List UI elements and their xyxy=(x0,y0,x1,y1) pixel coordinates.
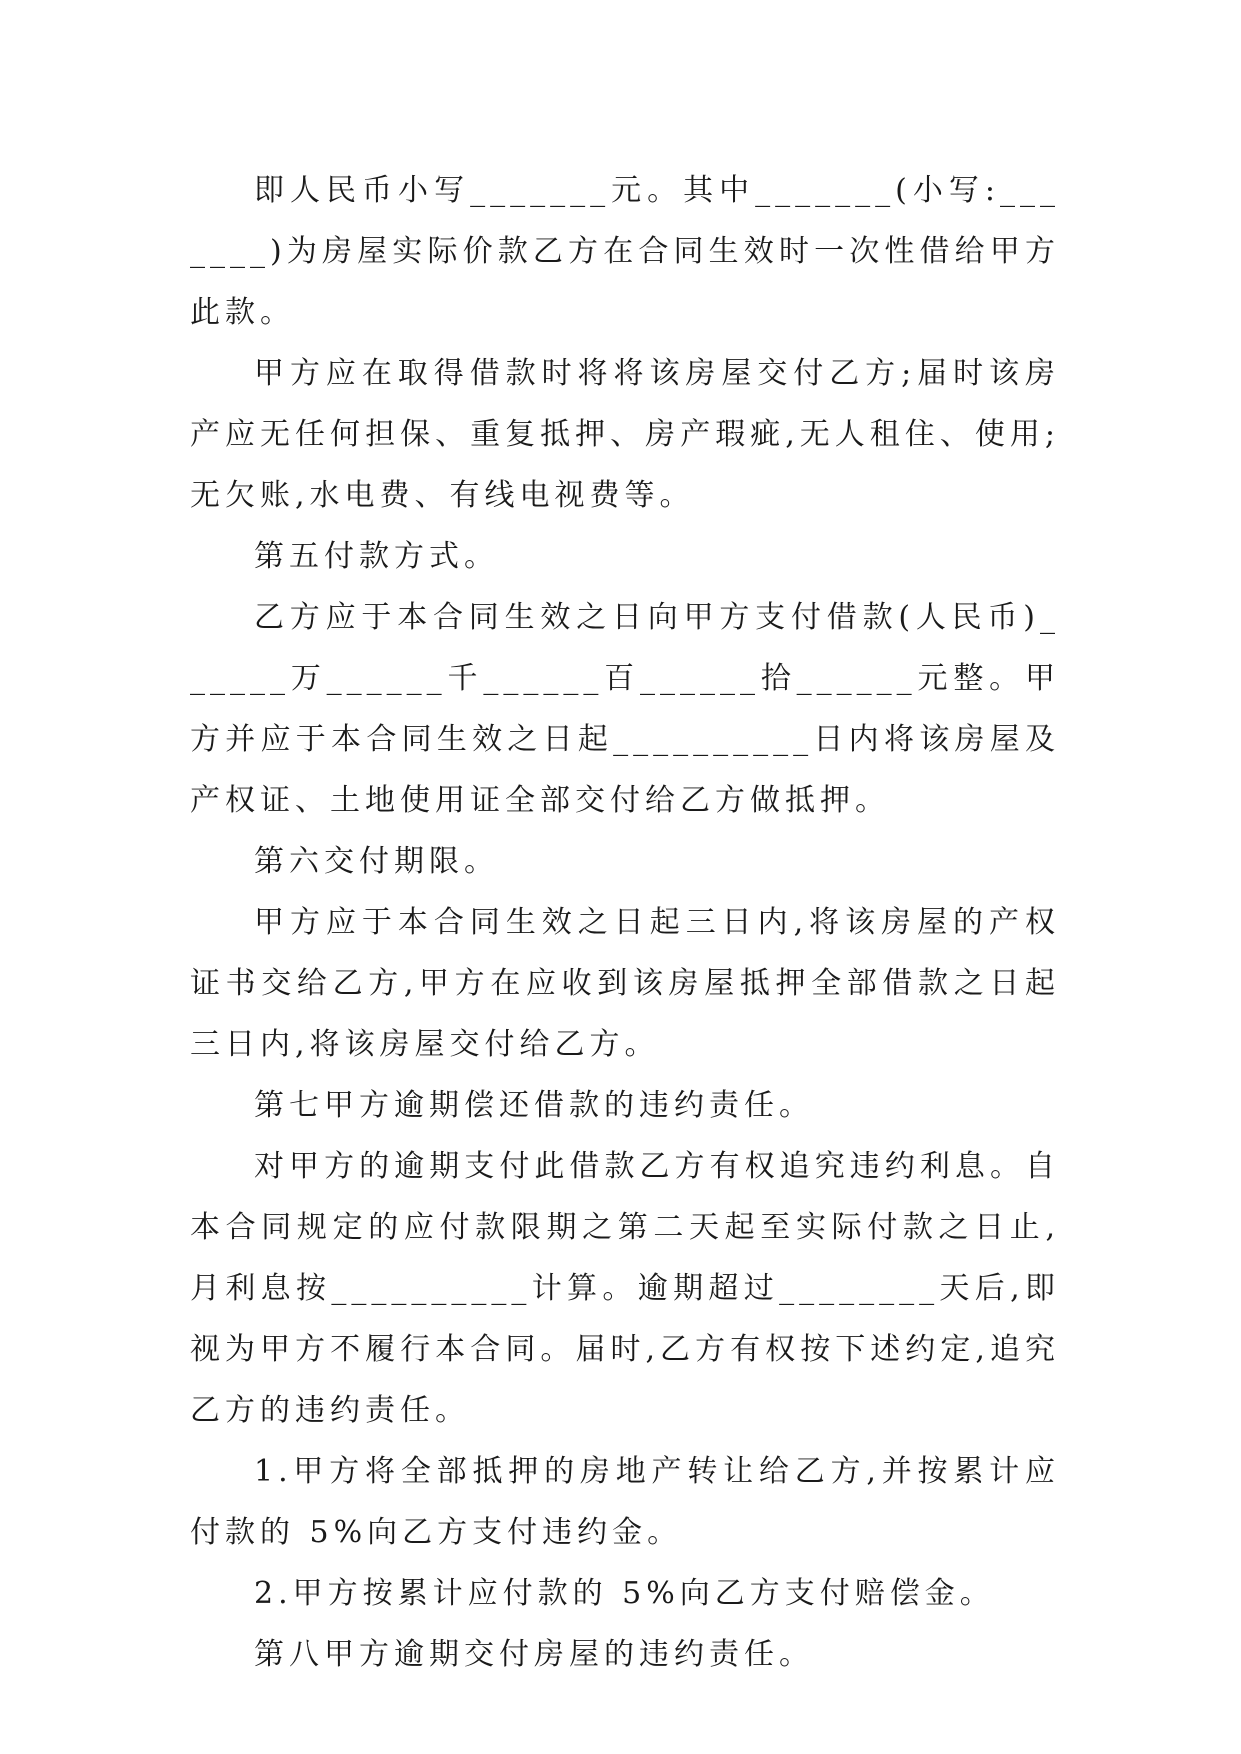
list-item-penalty-2: 2.甲方按累计应付款的 5%向乙方支付赔偿金。 xyxy=(254,1576,995,1611)
section-heading-late-repayment-liability: 第七甲方逾期偿还借款的违约责任。 xyxy=(254,1088,814,1123)
section-heading-late-delivery-liability: 第八甲方逾期交付房屋的违约责任。 xyxy=(254,1637,814,1672)
paragraph-payment-terms: 乙方应于本合同生效之日向甲方支付借款(人民币)______万______千______百______拾______元整。甲方并应于本合同生效之日起__________日内将该房屋及产权证、土地使用证全部交付给乙方做抵押。 xyxy=(190,600,1060,818)
paragraph-delivery-terms: 甲方应于本合同生效之日起三日内,将该房屋的产权证书交给乙方,甲方在应收到该房屋抵押全部借款之日起三日内,将该房屋交付给乙方。 xyxy=(190,905,1060,1062)
paragraph-rmb-amount: 即人民币小写_______元。其中_______(小写:_______)为房屋实际价款乙方在合同生效时一次性借给甲方此款。 xyxy=(190,173,1060,330)
document-body xyxy=(190,160,1060,1685)
list-item-penalty-1: 1.甲方将全部抵押的房地产转让给乙方,并按累计应付款的 5%向乙方支付违约金。 xyxy=(190,1454,1060,1550)
paragraph-house-delivery-conditions: 甲方应在取得借款时将将该房屋交付乙方;届时该房产应无任何担保、重复抵押、房产瑕疵,无人租住、使用;无欠账,水电费、有线电视费等。 xyxy=(190,356,1060,513)
section-heading-payment-method: 第五付款方式。 xyxy=(254,539,499,574)
section-heading-delivery-period: 第六交付期限。 xyxy=(254,844,499,879)
paragraph-late-repayment-terms: 对甲方的逾期支付此借款乙方有权追究违约利息。自本合同规定的应付款限期之第二天起至实际付款之日止,月利息按__________计算。逾期超过________天后,即视为甲方不履行本合同。届时,乙方有权按下述约定,追究乙方的违约责任。 xyxy=(190,1149,1060,1428)
